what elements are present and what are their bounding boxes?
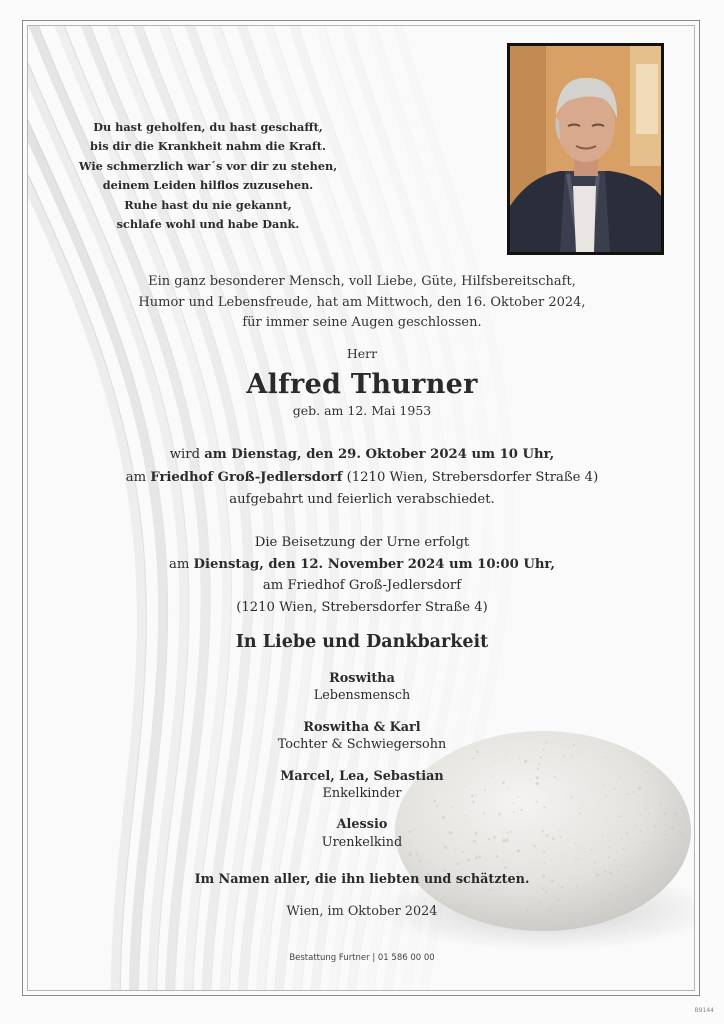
- mourner: [28, 816, 695, 851]
- print-code: B9144: [694, 1007, 714, 1014]
- birth-date: geb. am 12. Mai 1953: [292, 403, 432, 418]
- poem-line: bis dir die Krankheit nahm die Kraft.: [90, 139, 326, 154]
- intro-line: für immer seine Augen geschlossen.: [242, 315, 482, 330]
- funeral-line-1: wird am Dienstag, den 29. Oktober 2024 um 10 Uhr,: [169, 447, 555, 462]
- intro-line: Humor und Lebensfreude, hat am Mittwoch, den 16. Oktober 2024,: [138, 294, 586, 310]
- poem-line: Ruhe hast du nie gekannt,: [124, 197, 292, 212]
- mourner-name: Roswitha & Karl: [303, 719, 421, 735]
- funeral-line-3: aufgebahrt und feierlich verabschiedet.: [229, 492, 495, 507]
- intro-text: [28, 272, 695, 334]
- obituary-content: [28, 26, 695, 991]
- portrait-frame: [507, 43, 664, 255]
- urn-line-4: (1210 Wien, Strebersdorfer Straße 4): [236, 599, 488, 615]
- poem-line: schlafe wohl und habe Dank.: [116, 217, 300, 232]
- urn-line-1: Die Beisetzung der Urne erfolgt: [254, 535, 470, 550]
- poem: [78, 118, 338, 234]
- place-date: Wien, im Oktober 2024: [286, 904, 438, 919]
- undertaker-contact: Bestattung Furtner | 01 586 00 00: [289, 953, 435, 963]
- inner-frame: [27, 25, 695, 991]
- urn-line-2: am Dienstag, den 12. November 2024 um 10:00 Uhr,: [168, 556, 556, 572]
- mourner: [28, 670, 695, 705]
- urn-line-3: am Friedhof Groß-Jedlersdorf: [262, 578, 462, 594]
- portrait-photo: [510, 46, 661, 252]
- urn-burial-details: [28, 532, 695, 618]
- funeral-line-2: am Friedhof Groß-Jedlersdorf (1210 Wien, Strebersdorfer Straße 4): [125, 469, 599, 485]
- closing-line: Im Namen aller, die ihn liebten und schätzten.: [194, 872, 530, 887]
- funeral-details: [28, 444, 695, 512]
- mourner-name: Roswitha: [329, 671, 395, 686]
- mourner: [28, 768, 695, 803]
- deceased-name: Alfred Thurner: [246, 369, 478, 400]
- mourner: [28, 719, 695, 754]
- mourner-relation: Tochter & Schwiegersohn: [277, 737, 447, 753]
- thanks-heading: In Liebe und Dankbarkeit: [235, 632, 489, 652]
- intro-line: Ein ganz besonderer Mensch, voll Liebe, Güte, Hilfsbereitschaft,: [148, 274, 576, 289]
- mourner-relation: Enkelkinder: [322, 786, 402, 802]
- mourner-name: Marcel, Lea, Sebastian: [280, 768, 444, 784]
- poem-line: deinem Leiden hilflos zuzusehen.: [102, 178, 314, 193]
- mourner-relation: Urenkelkind: [321, 834, 403, 850]
- salutation: Herr: [346, 346, 378, 361]
- poem-line: Wie schmerzlich war´s vor dir zu stehen,: [78, 158, 338, 173]
- poem-line: Du hast geholfen, du hast geschafft,: [93, 120, 323, 134]
- mourners-list: [28, 670, 695, 865]
- mourner-relation: Lebensmensch: [313, 688, 411, 704]
- mourner-name: Alessio: [336, 817, 388, 833]
